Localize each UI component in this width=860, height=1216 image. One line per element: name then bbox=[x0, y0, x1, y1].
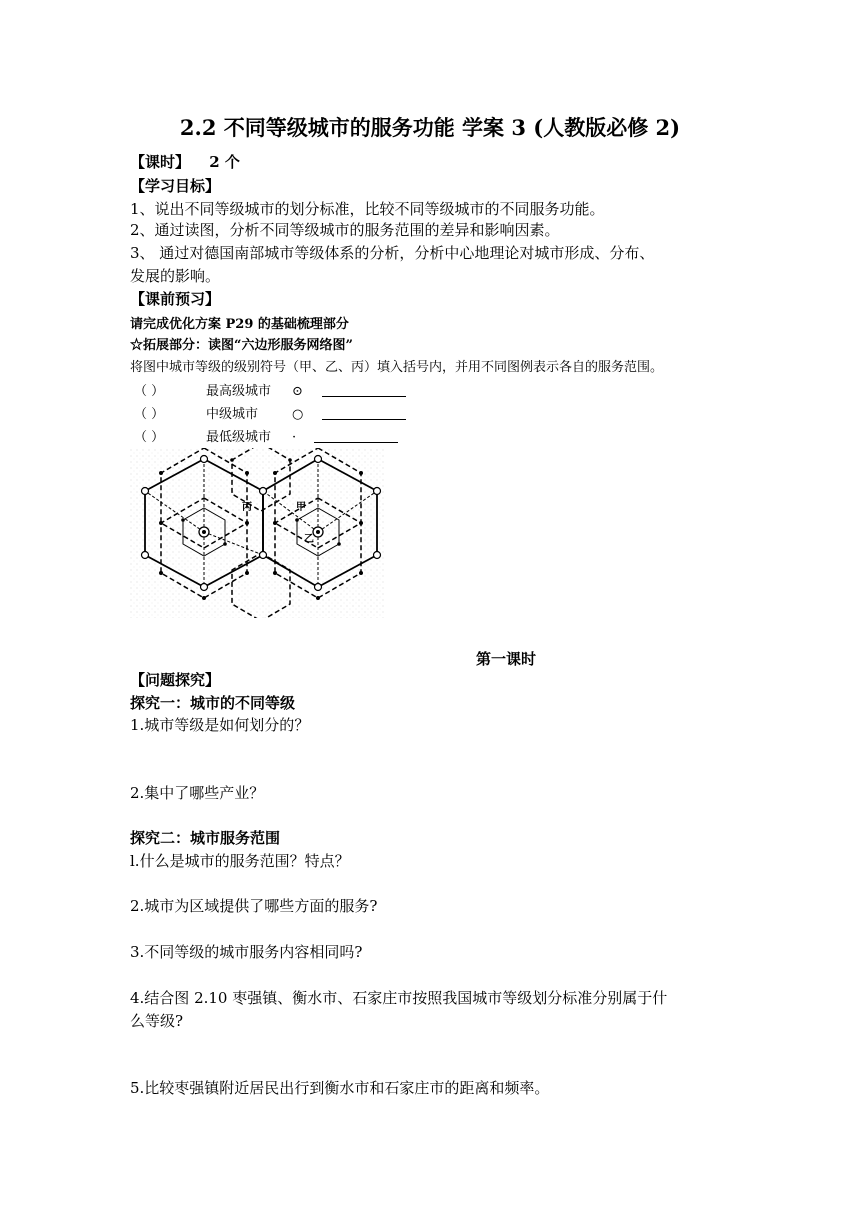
middle-city-marker bbox=[374, 488, 381, 495]
goal-3-cont: 发展的影响。 bbox=[130, 267, 221, 285]
middle-city-marker bbox=[374, 552, 381, 559]
legend-label: 最低级城市 bbox=[206, 430, 272, 445]
middle-city-marker bbox=[142, 552, 149, 559]
answer-underline bbox=[322, 386, 406, 397]
keshi-label: 【课时】 bbox=[130, 153, 191, 171]
highest-city-right bbox=[313, 527, 323, 537]
legend-label: 最高级城市 bbox=[206, 384, 272, 399]
highest-city-left bbox=[199, 527, 209, 537]
lowest-city-dot bbox=[337, 542, 341, 546]
legend-row-highest bbox=[134, 380, 406, 399]
figure-background bbox=[130, 448, 385, 618]
middle-city-symbol-icon: ○ bbox=[292, 407, 304, 422]
goals-heading: 【学习目标】 bbox=[130, 177, 221, 195]
preview-heading: 【课前预习】 bbox=[130, 290, 221, 308]
lowest-city-dot bbox=[202, 596, 206, 600]
lowest-city-dot bbox=[273, 571, 277, 575]
instruction-line: 将图中城市等级的级别符号（甲、乙、丙）填入括号内，并用不同图例表示各自的服务范围。 bbox=[130, 360, 664, 375]
s2-question-1: l.什么是城市的服务范围？特点？ bbox=[130, 852, 350, 870]
legend-row-middle bbox=[134, 403, 406, 422]
legend-row-lowest bbox=[134, 426, 398, 445]
map-label-yi: 乙 bbox=[304, 534, 314, 545]
map-label-bing: 丙 bbox=[242, 502, 252, 513]
s2-question-2: 2.城市为区域提供了哪些方面的服务? bbox=[130, 897, 378, 915]
middle-city-marker bbox=[260, 552, 267, 559]
goal-2: 2、通过读图，分析不同等级城市的服务范围的差异和影响因素。 bbox=[130, 221, 560, 239]
middle-city-marker bbox=[315, 584, 322, 591]
highest-city-symbol-icon: ⊙ bbox=[292, 384, 303, 399]
answer-underline bbox=[322, 409, 406, 420]
answer-underline bbox=[314, 432, 398, 443]
lowest-city-dot bbox=[273, 521, 277, 525]
lowest-city-dot bbox=[245, 521, 249, 525]
answer-blank-paren: （ ） bbox=[134, 430, 165, 445]
map-label-jia: 甲 bbox=[296, 502, 306, 513]
legend-label: 中级城市 bbox=[206, 407, 259, 422]
keshi-value: 2 个 bbox=[209, 153, 240, 171]
section2-title: 探究二：城市服务范围 bbox=[130, 829, 281, 847]
lowest-city-dot bbox=[230, 458, 234, 462]
goal-3: 3、 通过对德国南部城市等级体系的分析，分析中心地理论对城市形成、分布、 bbox=[130, 244, 655, 262]
lowest-city-dot bbox=[359, 471, 363, 475]
lowest-city-dot bbox=[359, 521, 363, 525]
answer-blank-paren: （ ） bbox=[134, 407, 165, 422]
hexagon-service-network-figure bbox=[130, 448, 385, 618]
lowest-city-dot bbox=[316, 596, 320, 600]
goal-1: 1、说出不同等级城市的划分标准，比较不同等级城市的不同服务功能。 bbox=[130, 200, 605, 218]
lowest-city-dot bbox=[223, 542, 227, 546]
lowest-city-dot bbox=[159, 521, 163, 525]
lowest-city-dot bbox=[295, 518, 299, 522]
middle-city-marker bbox=[201, 456, 208, 463]
lowest-city-dot bbox=[245, 571, 249, 575]
answer-blank-paren: （ ） bbox=[134, 384, 165, 399]
lowest-city-dot bbox=[288, 458, 292, 462]
lowest-city-dot bbox=[245, 471, 249, 475]
middle-city-marker bbox=[260, 488, 267, 495]
s2-question-4: 4.结合图 2.10 枣强镇、衡水市、石家庄市按照我国城市等级划分标准分别属于什 bbox=[130, 989, 668, 1007]
section1-title: 探究一：城市的不同等级 bbox=[130, 694, 296, 712]
keshi-line bbox=[130, 151, 240, 172]
s1-question-1: 1.城市等级是如何划分的？ bbox=[130, 716, 310, 734]
lesson-title: 第一课时 bbox=[476, 650, 537, 668]
middle-city-marker bbox=[201, 584, 208, 591]
lowest-city-dot bbox=[159, 571, 163, 575]
document-title: 2.2 不同等级城市的服务功能 学案 3 (人教版必修 2) bbox=[179, 115, 681, 140]
lowest-city-symbol-icon: · bbox=[292, 430, 297, 445]
inquiry-heading: 【问题探究】 bbox=[130, 671, 221, 689]
extend-line: ☆拓展部分：读图“六边形服务网络图” bbox=[130, 338, 353, 353]
s2-question-3: 3.不同等级的城市服务内容相同吗? bbox=[130, 943, 363, 961]
middle-city-marker bbox=[315, 456, 322, 463]
lowest-city-dot bbox=[181, 518, 185, 522]
s2-question-4-cont: 么等级? bbox=[130, 1012, 184, 1030]
lowest-city-dot bbox=[273, 471, 277, 475]
preview-line: 请完成优化方案 P29 的基础梳理部分 bbox=[130, 317, 349, 332]
middle-city-marker bbox=[142, 488, 149, 495]
s1-question-2: 2.集中了哪些产业？ bbox=[130, 784, 265, 802]
lowest-city-dot bbox=[359, 571, 363, 575]
s2-question-5: 5.比较枣强镇附近居民出行到衡水市和石家庄市的距离和频率。 bbox=[130, 1079, 550, 1097]
lowest-city-dot bbox=[159, 471, 163, 475]
